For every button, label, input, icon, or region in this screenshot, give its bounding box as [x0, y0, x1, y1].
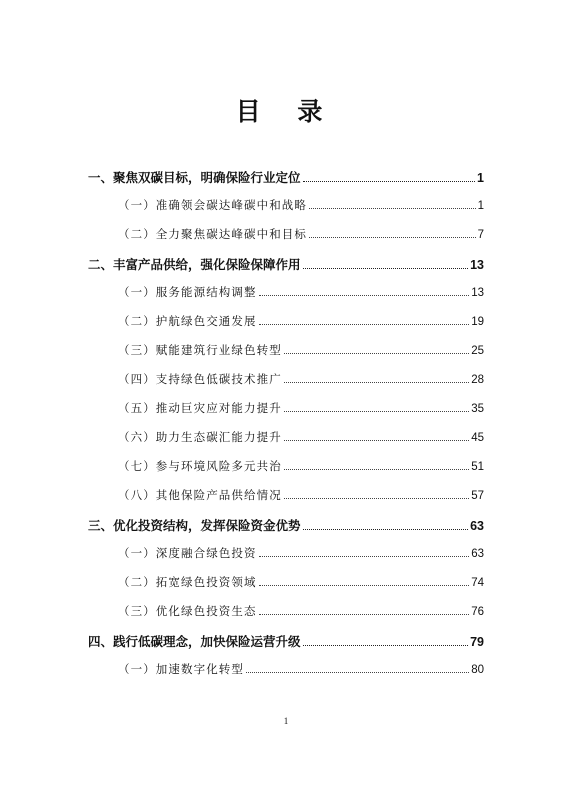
toc-leader-dots	[259, 555, 470, 557]
toc-entry-label: （七）参与环境风险多元共治	[118, 459, 282, 473]
toc-entry-page: 80	[471, 664, 484, 676]
toc-entry-label: （八）其他保险产品供给情况	[118, 488, 282, 502]
toc-entry-label: 一、聚焦双碳目标，明确保险行业定位	[88, 170, 301, 185]
toc-entry-page: 63	[470, 519, 484, 533]
toc-entry-page: 79	[470, 635, 484, 649]
toc-entry-page: 63	[471, 548, 484, 560]
toc-entry-page: 7	[477, 229, 484, 241]
toc-entry-label: （二）护航绿色交通发展	[118, 314, 257, 328]
toc-entry-page: 1	[477, 200, 484, 212]
toc-entry-label: （一）深度融合绿色投资	[118, 546, 257, 560]
toc-entry-label: （六）助力生态碳汇能力提升	[118, 430, 282, 444]
toc-leader-dots	[303, 180, 476, 182]
toc-entry[interactable]	[88, 632, 484, 650]
toc-entry[interactable]	[118, 342, 484, 358]
toc-entry-page: 13	[471, 287, 484, 299]
toc-entry[interactable]	[118, 603, 484, 619]
toc-leader-dots	[284, 439, 469, 441]
toc-entry-page: 45	[471, 432, 484, 444]
toc-entry-page: 74	[471, 577, 484, 589]
toc-entry[interactable]	[118, 226, 484, 242]
toc-leader-dots	[303, 528, 469, 530]
toc-leader-dots	[284, 352, 469, 354]
toc-entry-label: 二、丰富产品供给，强化保险保障作用	[88, 257, 301, 272]
toc-entry-label: （一）准确领会碳达峰碳中和战略	[118, 198, 307, 212]
toc-entry[interactable]	[88, 516, 484, 534]
toc-entry[interactable]	[118, 487, 484, 503]
toc-leader-dots	[259, 584, 470, 586]
page-number-footer: 1	[283, 716, 289, 726]
toc-entry-label: （三）赋能建筑行业绿色转型	[118, 343, 282, 357]
toc-leader-dots	[284, 410, 469, 412]
toc-entry[interactable]	[118, 371, 484, 387]
toc-entry[interactable]	[118, 284, 484, 300]
toc-entry[interactable]	[118, 400, 484, 416]
toc-entry[interactable]	[88, 168, 484, 186]
toc-entry-page: 25	[471, 345, 484, 357]
toc-leader-dots	[246, 671, 469, 673]
toc-leader-dots	[259, 323, 470, 325]
toc-leader-dots	[284, 381, 469, 383]
toc-entry[interactable]	[118, 574, 484, 590]
toc-leader-dots	[303, 644, 469, 646]
toc-leader-dots	[309, 236, 476, 238]
toc-entry-page: 51	[471, 461, 484, 473]
toc-leader-dots	[309, 207, 476, 209]
toc-entry-page: 1	[477, 171, 484, 185]
toc-entry-label: 四、践行低碳理念，加快保险运营升级	[88, 634, 301, 649]
toc-entry[interactable]	[88, 255, 484, 273]
toc-leader-dots	[284, 468, 469, 470]
toc-entry-label: （四）支持绿色低碳技术推广	[118, 372, 282, 386]
toc-entry-page: 35	[471, 403, 484, 415]
toc-entry-page: 76	[471, 606, 484, 618]
toc-entry-label: （五）推动巨灾应对能力提升	[118, 401, 282, 415]
toc-entry-page: 19	[471, 316, 484, 328]
toc-entry-label: （一）加速数字化转型	[118, 662, 244, 676]
toc-entry-page: 28	[471, 374, 484, 386]
toc-leader-dots	[259, 613, 470, 615]
toc-entry-label: （一）服务能源结构调整	[118, 285, 257, 299]
toc-leader-dots	[303, 267, 469, 269]
toc-entry[interactable]	[118, 197, 484, 213]
toc-entry[interactable]	[118, 313, 484, 329]
toc-entry-label: （二）拓宽绿色投资领域	[118, 575, 257, 589]
toc-leader-dots	[259, 294, 470, 296]
toc-entry-page: 57	[471, 490, 484, 502]
toc-entry[interactable]	[118, 661, 484, 677]
toc-leader-dots	[284, 497, 469, 499]
toc-entry[interactable]	[118, 429, 484, 445]
page-title: 目 录	[235, 97, 337, 126]
toc-entry[interactable]	[118, 545, 484, 561]
toc-entry-page: 13	[470, 258, 484, 272]
toc-entry-label: 三、优化投资结构，发挥保险资金优势	[88, 518, 301, 533]
toc-entry[interactable]	[118, 458, 484, 474]
toc-entry-label: （二）全力聚焦碳达峰碳中和目标	[118, 227, 307, 241]
toc-entry-label: （三）优化绿色投资生态	[118, 604, 257, 618]
